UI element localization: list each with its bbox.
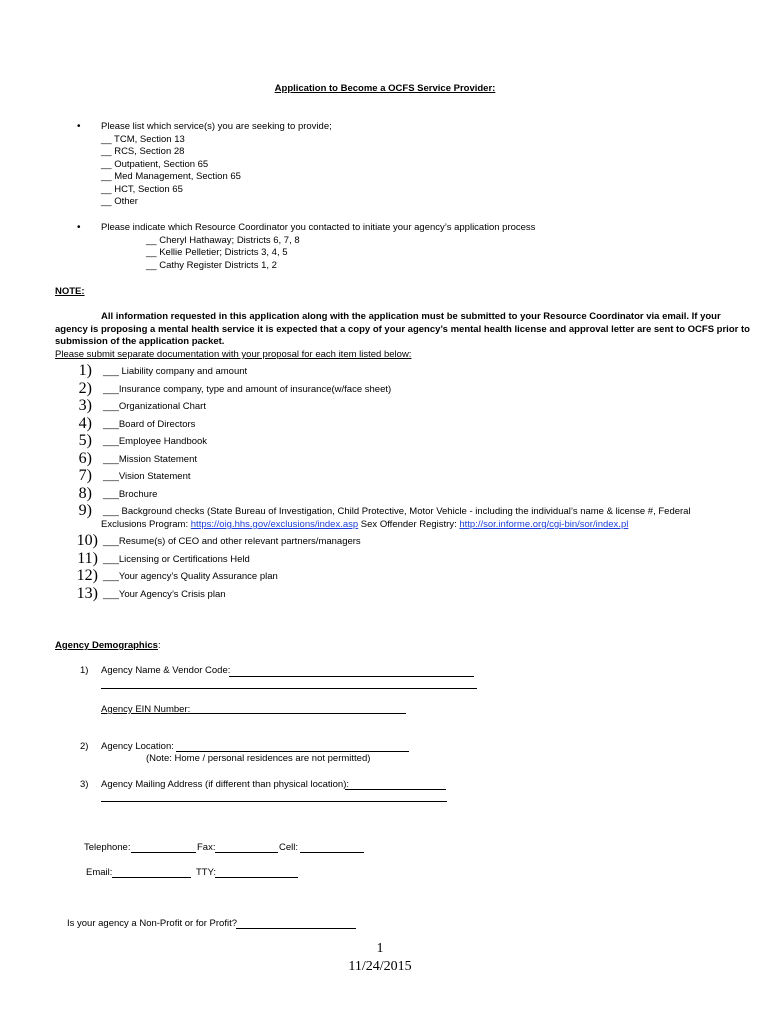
sex-offender-registry-link[interactable]: http://sor.informe.org/cgi-bin/sor/index.pl [459,519,629,530]
coordinator-option[interactable]: __ Kellie Pelletier; Districts 3, 4, 5 [146,247,288,258]
service-option[interactable]: __ TCM, Section 13 [101,134,185,145]
item-number: 11) [77,550,98,567]
item-number: 10) [76,532,98,549]
coordinator-option[interactable]: __ Cheryl Hathaway; Districts 6, 7, 8 [146,235,300,246]
item-number: 7) [78,467,92,484]
agency-location-note: (Note: Home / personal residences are not permitted) [146,753,371,764]
service-option[interactable]: __ Med Management, Section 65 [101,171,241,182]
item9-prefix: Exclusions Program: [101,519,191,530]
item-text[interactable]: ___Licensing or Certifications Held [103,554,250,565]
service-option[interactable]: __ HCT, Section 65 [101,184,183,195]
note-instruction: Please submit separate documentation with your proposal for each item listed below: [55,349,412,360]
agency-name-field-line2[interactable] [101,688,477,689]
agency-name-field[interactable] [229,676,474,677]
item-text[interactable]: ___Vision Statement [103,471,191,482]
agency-name-label: Agency Name & Vendor Code: [101,665,231,676]
item-text[interactable]: ___ Liability company and amount [103,366,248,377]
item-text[interactable]: ___Employee Handbook [103,436,208,447]
page-number: 1 [376,941,384,956]
item-number: 8) [78,485,92,502]
agency-location-field[interactable] [176,751,409,752]
item-text[interactable]: ___Resume(s) of CEO and other relevant partners/managers [103,536,361,547]
item9-middle: Sex Offender Registry: [358,519,460,530]
q3-number: 3) [80,779,89,790]
note-paragraph-line3: submission of the application packet. [55,336,225,347]
cell-field[interactable] [300,852,364,853]
coordinator-option[interactable]: __ Cathy Register Districts 1, 2 [146,260,277,271]
item-number: 1) [78,362,92,379]
item-number: 9) [78,502,92,519]
item-text[interactable]: ___Your Agency’s Crisis plan [103,589,226,600]
service-option[interactable]: __ Other [101,196,138,207]
ein-field[interactable] [186,713,406,714]
item-text[interactable]: ___Brochure [103,489,158,500]
item-number: 3) [78,397,92,414]
note-paragraph-line1: All information requested in this application along with the application must be submitted to your Resource Coordinator via email. If your [101,311,721,322]
item9-continuation [101,519,628,530]
footer-date: 11/24/2015 [348,959,412,974]
demographics-heading-text: Agency Demographics [55,640,158,651]
tty-field[interactable] [215,877,298,878]
mailing-address-field[interactable] [345,789,446,790]
item-number: 13) [76,585,98,602]
bullet-services: • [77,121,81,132]
service-option[interactable]: __ RCS, Section 28 [101,146,185,157]
oig-exclusions-link[interactable]: https://oig.hhs.gov/exclusions/index.asp [190,519,359,530]
service-option[interactable]: __ Outpatient, Section 65 [101,159,209,170]
fax-label: Fax: [197,842,216,853]
item-number: 6) [78,450,92,467]
q2-number: 2) [80,741,89,752]
profit-question-label: Is your agency a Non-Profit or for Profit? [67,918,238,929]
bullet-coordinator: • [77,222,81,233]
item-number: 2) [78,380,92,397]
email-label: Email: [86,867,113,878]
telephone-label: Telephone: [84,842,131,853]
item-text[interactable]: ___Mission Statement [103,454,197,465]
item-number: 12) [76,567,98,584]
coordinator-prompt: Please indicate which Resource Coordinator you contacted to initiate your agency’s application process [101,222,536,233]
profit-question-field[interactable] [236,928,356,929]
telephone-field[interactable] [131,852,196,853]
note-paragraph-line2: agency is proposing a mental health service it is expected that a copy of your agency’s mental health license and approval letter are sent to OCFS prior to [55,324,750,335]
item-text[interactable]: ___Insurance company, type and amount of insurance(w/face sheet) [103,384,392,395]
q1-number: 1) [80,665,89,676]
fax-field[interactable] [215,852,278,853]
item-number: 5) [78,432,92,449]
page-title: Application to Become a OCFS Service Provider: [274,83,496,94]
item-number: 4) [78,415,92,432]
note-label: NOTE: [55,286,85,297]
ein-label: Agency EIN Number: [101,704,191,715]
item-text[interactable]: ___ Background checks (State Bureau of Investigation, Child Protective, Motor Vehicle - including the individual’s name & license #, Federal [103,506,691,517]
email-field[interactable] [112,877,191,878]
tty-label: TTY: [196,867,217,878]
services-prompt: Please list which service(s) you are seeking to provide; [101,121,332,132]
mailing-address-field-line2[interactable] [101,801,447,802]
mailing-address-label: Agency Mailing Address (if different than physical location): [101,779,350,790]
cell-label: Cell: [279,842,299,853]
agency-location-label: Agency Location: [101,741,174,752]
demographics-heading-colon: : [157,640,161,651]
demographics-heading [55,640,161,651]
item-text[interactable]: ___Organizational Chart [103,401,206,412]
item-text[interactable]: ___Your agency’s Quality Assurance plan [103,571,278,582]
item-text[interactable]: ___Board of Directors [103,419,196,430]
